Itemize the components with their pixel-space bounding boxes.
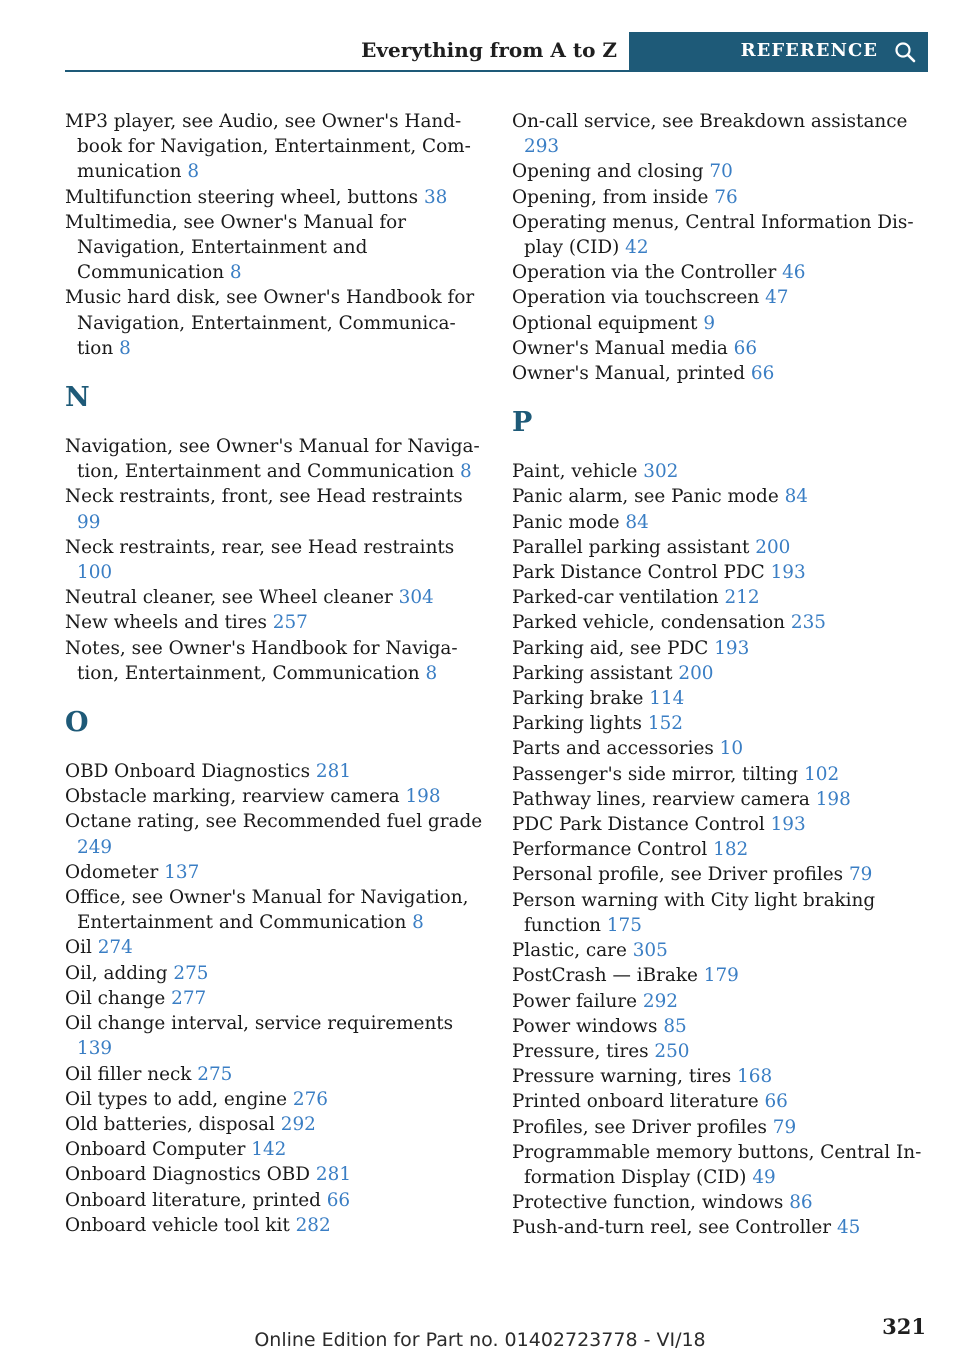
index-entry xyxy=(65,636,483,686)
index-term: Onboard Computer xyxy=(65,1139,246,1161)
page-reference-link[interactable]: 114 xyxy=(649,688,685,710)
m-entries xyxy=(65,109,483,361)
index-entry xyxy=(512,938,930,963)
index-term: Push-and-turn reel, see Controller xyxy=(512,1217,832,1239)
index-term: Parking aid, see PDC xyxy=(512,637,709,659)
page-reference-link[interactable]: 84 xyxy=(784,486,808,508)
page-reference-link[interactable]: 179 xyxy=(703,965,739,987)
page-reference-link[interactable]: 142 xyxy=(251,1139,287,1161)
index-entry xyxy=(65,1112,483,1137)
index-entry xyxy=(65,1213,483,1238)
page-number: 321 xyxy=(882,1314,926,1339)
index-term: Old batteries, disposal xyxy=(65,1113,275,1135)
o-entries-cont xyxy=(512,109,930,386)
index-entry xyxy=(65,961,483,986)
index-term: Panic mode xyxy=(512,511,620,533)
index-entry xyxy=(512,109,930,159)
index-term: Neck restraints, front, see Head restraints xyxy=(65,486,463,508)
page-reference-link[interactable]: 212 xyxy=(724,587,760,609)
page-reference-link[interactable]: 66 xyxy=(326,1189,351,1211)
index-entry xyxy=(512,185,930,210)
magnifier-icon xyxy=(893,40,917,64)
page-reference-link[interactable]: 42 xyxy=(625,237,649,259)
page-reference-link[interactable]: 198 xyxy=(405,786,441,808)
index-term: Octane rating, see Recommended fuel grade xyxy=(65,811,483,833)
index-entry xyxy=(65,185,483,210)
page-reference-link[interactable]: 102 xyxy=(804,763,840,785)
page-reference-link[interactable]: 168 xyxy=(737,1066,773,1088)
page-reference-link[interactable]: 276 xyxy=(292,1088,328,1110)
page-reference-link[interactable]: 182 xyxy=(713,839,749,861)
page-reference-link[interactable]: 175 xyxy=(606,914,642,936)
section-label: REFERENCE xyxy=(740,40,878,61)
edition-footer: Online Edition for Part no. 01402723778 - VI/18 xyxy=(254,1329,706,1351)
index-term: Passenger's side mirror, tilting xyxy=(512,763,799,785)
index-entry xyxy=(512,787,930,812)
chapter-title: Everything from A to Z xyxy=(361,38,617,62)
index-entry xyxy=(512,285,930,310)
index-term: Pressure warning, tires xyxy=(512,1066,732,1088)
index-entry xyxy=(65,585,483,610)
index-entry xyxy=(512,963,930,988)
index-term: Printed onboard literature xyxy=(512,1091,759,1113)
page-reference-link[interactable]: 66 xyxy=(750,363,775,385)
index-entry xyxy=(512,661,930,686)
index-term: Parallel parking assistant xyxy=(512,536,750,558)
page-reference-link[interactable]: 139 xyxy=(77,1038,113,1060)
index-term: Pathway lines, rearview camera xyxy=(512,788,810,810)
index-entry xyxy=(65,434,483,484)
index-entry xyxy=(65,1062,483,1087)
index-entry xyxy=(65,1011,483,1061)
page-reference-link[interactable]: 79 xyxy=(848,864,873,886)
page-reference-link[interactable]: 79 xyxy=(772,1116,797,1138)
index-entry xyxy=(65,860,483,885)
index-term: Profiles, see Driver profiles xyxy=(512,1116,767,1138)
letter-heading-n: N xyxy=(65,382,90,414)
index-entry xyxy=(512,888,930,938)
index-term: Obstacle marking, rearview camera xyxy=(65,786,400,808)
page-reference-link[interactable]: 281 xyxy=(315,761,352,783)
index-entry xyxy=(65,935,483,960)
index-entry xyxy=(512,484,930,509)
index-term: Notes, see Owner's Handbook for Navigation, Entertainment, Communication xyxy=(65,637,458,684)
page-reference-link[interactable]: 49 xyxy=(752,1166,776,1188)
index-entry xyxy=(512,535,930,560)
index-entry xyxy=(512,711,930,736)
index-entry xyxy=(512,1014,930,1039)
index-term: Oil xyxy=(65,937,92,959)
index-term: Panic alarm, see Panic mode xyxy=(512,486,779,508)
page-reference-link[interactable]: 275 xyxy=(197,1063,233,1085)
index-entry xyxy=(512,260,930,285)
index-entry xyxy=(512,311,930,336)
index-entry xyxy=(65,809,483,859)
index-term: Office, see Owner's Manual for Navigation, Entertainment and Communication xyxy=(65,887,469,934)
index-entry xyxy=(65,986,483,1011)
index-term: Operation via touchscreen xyxy=(512,287,760,309)
index-entry xyxy=(512,989,930,1014)
page-reference-link[interactable]: 86 xyxy=(789,1192,813,1214)
index-term: Power windows xyxy=(512,1015,658,1037)
index-term: PDC Park Distance Control xyxy=(512,814,765,836)
index-entry xyxy=(65,1162,483,1187)
page-reference-link[interactable]: 8 xyxy=(412,912,424,934)
index-entry xyxy=(65,784,483,809)
page-reference-link[interactable]: 277 xyxy=(171,987,207,1009)
page-reference-link[interactable]: 235 xyxy=(790,612,826,634)
page-reference-link[interactable]: 281 xyxy=(315,1164,352,1186)
index-entry xyxy=(65,1188,483,1213)
n-entries xyxy=(65,434,483,686)
section-tab xyxy=(629,32,928,70)
page-reference-link[interactable]: 293 xyxy=(524,136,560,158)
index-term: Operating menus, Central Information Display (CID) xyxy=(512,211,914,259)
index-term: Performance Control xyxy=(512,839,708,861)
index-term: Parking brake xyxy=(512,688,644,710)
index-term: Multimedia, see Owner's Manual for Navigation, Entertainment and Communication xyxy=(65,211,407,284)
index-entry xyxy=(512,361,930,386)
index-entry xyxy=(65,109,483,185)
index-term: OBD Onboard Diagnostics xyxy=(65,761,311,783)
index-column-right xyxy=(512,109,930,1241)
index-term: Parked vehicle, condensation xyxy=(512,612,786,634)
index-entry xyxy=(65,610,483,635)
index-entry xyxy=(65,210,483,286)
index-term: New wheels and tires xyxy=(65,612,267,634)
page-reference-link[interactable]: 193 xyxy=(770,562,806,584)
index-term: Plastic, care xyxy=(512,940,627,962)
page-reference-link[interactable]: 249 xyxy=(77,836,113,858)
page-reference-link[interactable]: 8 xyxy=(229,262,242,284)
index-term: Park Distance Control PDC xyxy=(512,562,765,584)
index-entry xyxy=(512,510,930,535)
index-term: Opening and closing xyxy=(512,161,704,183)
index-term: Onboard Diagnostics OBD xyxy=(65,1164,311,1186)
index-entry xyxy=(512,837,930,862)
page-reference-link[interactable]: 85 xyxy=(663,1015,687,1037)
page-reference-link[interactable]: 193 xyxy=(714,637,750,659)
index-term: Oil filler neck xyxy=(65,1063,192,1085)
index-term: MP3 player, see Audio, see Owner's Handbook for Navigation, Entertainment, Communication xyxy=(65,111,471,183)
index-term: Personal profile, see Driver profiles xyxy=(512,864,844,886)
index-term: Parking lights xyxy=(512,713,643,735)
index-entry xyxy=(65,885,483,935)
page-reference-link[interactable]: 76 xyxy=(714,186,738,208)
index-term: Operation via the Controller xyxy=(512,262,777,284)
index-term: Programmable memory buttons, Central Information Display (CID) xyxy=(512,1141,922,1188)
page-reference-link[interactable]: 100 xyxy=(77,562,113,584)
p-entries xyxy=(512,459,930,1240)
index-term: Onboard literature, printed xyxy=(65,1189,321,1211)
index-term: Parked-car ventilation xyxy=(512,587,719,609)
index-entry xyxy=(512,1089,930,1114)
page-reference-link[interactable]: 250 xyxy=(654,1040,690,1062)
page-reference-link[interactable]: 305 xyxy=(632,940,668,962)
page-reference-link[interactable]: 152 xyxy=(647,713,683,735)
page-reference-link[interactable]: 304 xyxy=(398,587,434,609)
index-entry xyxy=(512,1140,930,1190)
index-term: Oil change interval, service requirements xyxy=(65,1013,454,1035)
page-reference-link[interactable]: 193 xyxy=(770,814,806,836)
header-rule xyxy=(65,70,928,72)
index-entry xyxy=(512,459,930,484)
index-entry xyxy=(512,1064,930,1089)
page-reference-link[interactable]: 257 xyxy=(272,612,308,634)
index-term: Multifunction steering wheel, buttons xyxy=(65,186,419,208)
page-reference-link[interactable]: 38 xyxy=(423,186,448,208)
page-reference-link[interactable]: 302 xyxy=(643,461,679,483)
page-reference-link[interactable]: 8 xyxy=(425,662,438,684)
index-term: Parts and accessories xyxy=(512,738,714,760)
index-term: Protective function, windows xyxy=(512,1192,784,1214)
index-entry xyxy=(512,636,930,661)
index-term: Paint, vehicle xyxy=(512,461,638,483)
page-header xyxy=(65,32,928,70)
page-reference-link[interactable]: 200 xyxy=(678,662,714,684)
index-term: Power failure xyxy=(512,990,638,1012)
page-reference-link[interactable]: 274 xyxy=(97,937,133,959)
page-reference-link[interactable]: 292 xyxy=(280,1113,316,1135)
page-reference-link[interactable]: 292 xyxy=(642,990,678,1012)
index-entry xyxy=(512,1190,930,1215)
index-term: Person warning with City light braking function xyxy=(512,889,876,936)
index-entry xyxy=(65,1087,483,1112)
page-reference-link[interactable]: 9 xyxy=(703,312,716,334)
letter-heading-o: O xyxy=(65,707,89,739)
index-entry xyxy=(512,686,930,711)
index-term: Owner's Manual, printed xyxy=(512,363,746,385)
index-term: Navigation, see Owner's Manual for Navigation, Entertainment and Communication xyxy=(65,436,480,483)
index-term: Neck restraints, rear, see Head restraints xyxy=(65,536,455,558)
letter-heading-p: P xyxy=(512,407,533,439)
index-term: On-call service, see Breakdown assistance xyxy=(512,111,908,132)
page-reference-link[interactable]: 66 xyxy=(764,1091,788,1113)
index-entry xyxy=(512,560,930,585)
index-entry xyxy=(65,484,483,534)
index-term: Owner's Manual media xyxy=(512,337,728,359)
index-entry xyxy=(512,812,930,837)
index-entry xyxy=(512,1039,930,1064)
page-reference-link[interactable]: 282 xyxy=(295,1214,331,1236)
page-reference-link[interactable]: 99 xyxy=(77,511,101,533)
index-entry xyxy=(512,585,930,610)
index-term: PostCrash — iBrake xyxy=(512,965,698,987)
index-term: Neutral cleaner, see Wheel cleaner xyxy=(65,587,393,609)
index-entry xyxy=(65,285,483,361)
index-entry xyxy=(512,210,930,260)
index-entry xyxy=(512,762,930,787)
page-reference-link[interactable]: 137 xyxy=(164,861,200,883)
index-entry xyxy=(512,610,930,635)
page-reference-link[interactable]: 45 xyxy=(836,1217,861,1239)
index-term: Oil change xyxy=(65,987,166,1009)
index-term: Onboard vehicle tool kit xyxy=(65,1214,290,1236)
index-term: Odometer xyxy=(65,861,159,883)
page-reference-link[interactable]: 84 xyxy=(625,511,649,533)
index-term: Music hard disk, see Owner's Handbook for Navigation, Entertainment, Communication xyxy=(65,287,475,359)
index-entry xyxy=(512,736,930,761)
page-reference-link[interactable]: 275 xyxy=(173,962,209,984)
page-reference-link[interactable]: 10 xyxy=(719,738,744,760)
page-reference-link[interactable]: 8 xyxy=(187,161,200,183)
o-entries xyxy=(65,759,483,1238)
index-entry xyxy=(512,1215,930,1240)
index-entry xyxy=(65,535,483,585)
index-entry xyxy=(65,759,483,784)
page-reference-link[interactable]: 200 xyxy=(755,536,791,558)
index-entry xyxy=(512,1115,930,1140)
page-reference-link[interactable]: 47 xyxy=(765,287,789,309)
index-entry xyxy=(65,1137,483,1162)
index-term: Parking assistant xyxy=(512,662,673,684)
index-entry xyxy=(512,862,930,887)
index-term: Opening, from inside xyxy=(512,186,709,208)
index-term: Optional equipment xyxy=(512,312,698,334)
page-reference-link[interactable]: 198 xyxy=(815,788,851,810)
page-reference-link[interactable]: 8 xyxy=(119,337,131,359)
index-entry xyxy=(512,159,930,184)
index-term: Oil types to add, engine xyxy=(65,1088,288,1110)
index-term: Oil, adding xyxy=(65,962,168,984)
page-reference-link[interactable]: 66 xyxy=(733,337,758,359)
index-entry xyxy=(512,336,930,361)
page-reference-link[interactable]: 8 xyxy=(460,461,472,483)
page-reference-link[interactable]: 46 xyxy=(782,262,806,284)
index-column-left xyxy=(65,109,483,1238)
index-term: Pressure, tires xyxy=(512,1040,649,1062)
page-reference-link[interactable]: 70 xyxy=(709,161,733,183)
